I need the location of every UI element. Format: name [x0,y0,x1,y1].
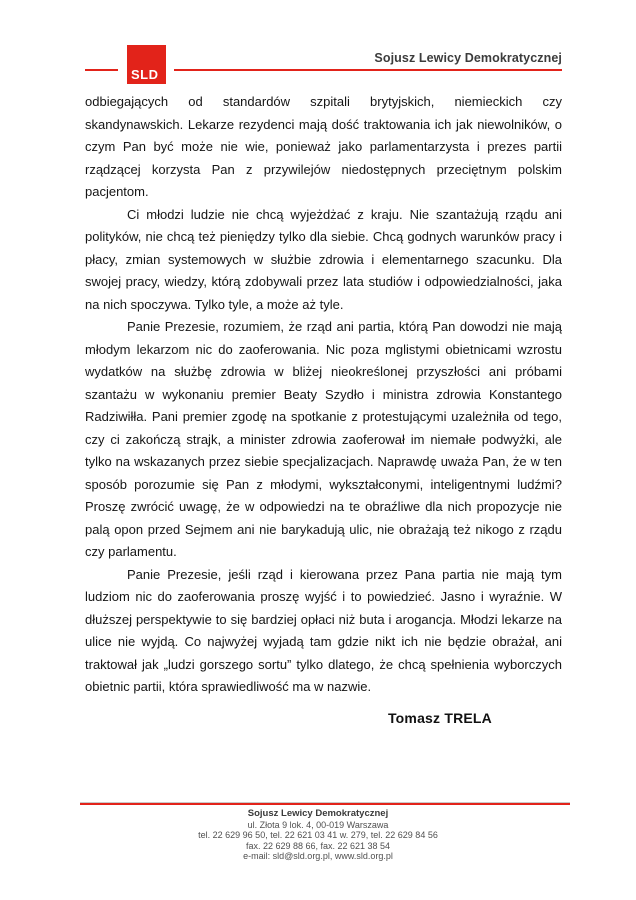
footer-address: ul. Złota 9 lok. 4, 00-019 Warszawa [247,819,389,830]
footer-org-name: Sojusz Lewicy Demokratycznej [247,808,389,819]
header-org-name: Sojusz Lewicy Demokratycznej [374,51,562,65]
header-red-rule [174,69,562,71]
header-left-dash [85,69,118,71]
body-paragraph-1: odbiegających od standardów szpitali brytyjskich, niemieckich czy skandynawskich. Lekarze rezydenci mają dość traktowania ich jak niewolników, o czym Pan być może nie wie, ponieważ jako parlamentarzysta i prezes partii rządzącej korzysta Pan z przywilejów niedostępnych przeciętnym polskim pacjentom. [85,94,562,199]
body-paragraph-3: Panie Prezesie, rozumiem, że rząd ani partia, którą Pan dowodzi nie mają młodym lekarzom nic do zaoferowania. Nic poza mglistymi obietnicami wzrostu wydatków na służbę zdrowia w bliżej nieokreślonej przyszłości ani próbami szantażu w wykonaniu premier Beaty Szydło i ministra zdrowia Konstantego Radziwiłła. Pani premier zgodę na spotkanie z protestującymi uzależniła od tego, czy ci zakończą strajk, a minister zdrowia zaoferował im niemałe podwyżki, ale tylko na wskazanych przez siebie specjalizacjach. Naprawdę uważa Pan, że w ten sposób porozumie się Pan z młodymi, wykształconymi, inteligentnymi ludźmi? Proszę zwrócić uwagę, że w odpowiedzi na te obraźliwe dla nich propozycje nie palą opon przed Sejmem ani nie barykadują ulic, nie obrażają też nikogo z rządu czy parlamentu. [85,319,562,559]
body-paragraph-2: Ci młodzi ludzie nie chcą wyjeżdżać z kraju. Nie szantażują rządu ani polityków, nie chcą też pieniędzy tylko dla siebie. Chcą godnych warunków pracy i płacy, zmian systemowych w służbie zdrowia i elementarnego szacunku. Dla swojej pracy, wiedzy, którą zdobywali przez lata studiów i odpowiedzialności, jaka na nich spoczywa. Tylko tyle, a może aż tyle. [85,206,562,312]
footer-phones: tel. 22 629 96 50, tel. 22 621 03 41 w. 279, tel. 22 629 84 56 [198,830,438,840]
body-paragraph-4: Panie Prezesie, jeśli rząd i kierowana przez Pana partia nie mają tym ludziom nic do zaoferowania proszę wyjść i to powiedzieć. Jasno i wyraźnie. W dłuższej perspektywie to się bardziej opłaci niż buta i arogancja. Młodzi lekarze na ulice nie wyjdą. Co najwyżej wyjadą tam gdzie nikt ich nie będzie obrażał, ani traktował jak „ludzi gorszego sortu” tylko dlatego, że chcą spełnienia wyborczych obietnic partii, która sprawiedliwość ma w nazwie. [85,566,562,694]
letterhead [85,45,562,85]
signature: Tomasz TRELA [387,710,492,726]
sld-logo-text: SLD [131,67,159,82]
footer-red-rule [80,803,570,805]
letter-body [85,91,562,699]
footer [0,809,636,862]
footer-email-web: e-mail: sld@sld.org.pl, www.sld.org.pl [243,851,393,861]
footer-faxes: fax. 22 629 88 66, fax. 22 621 38 54 [245,840,391,851]
sld-logo [127,45,166,84]
